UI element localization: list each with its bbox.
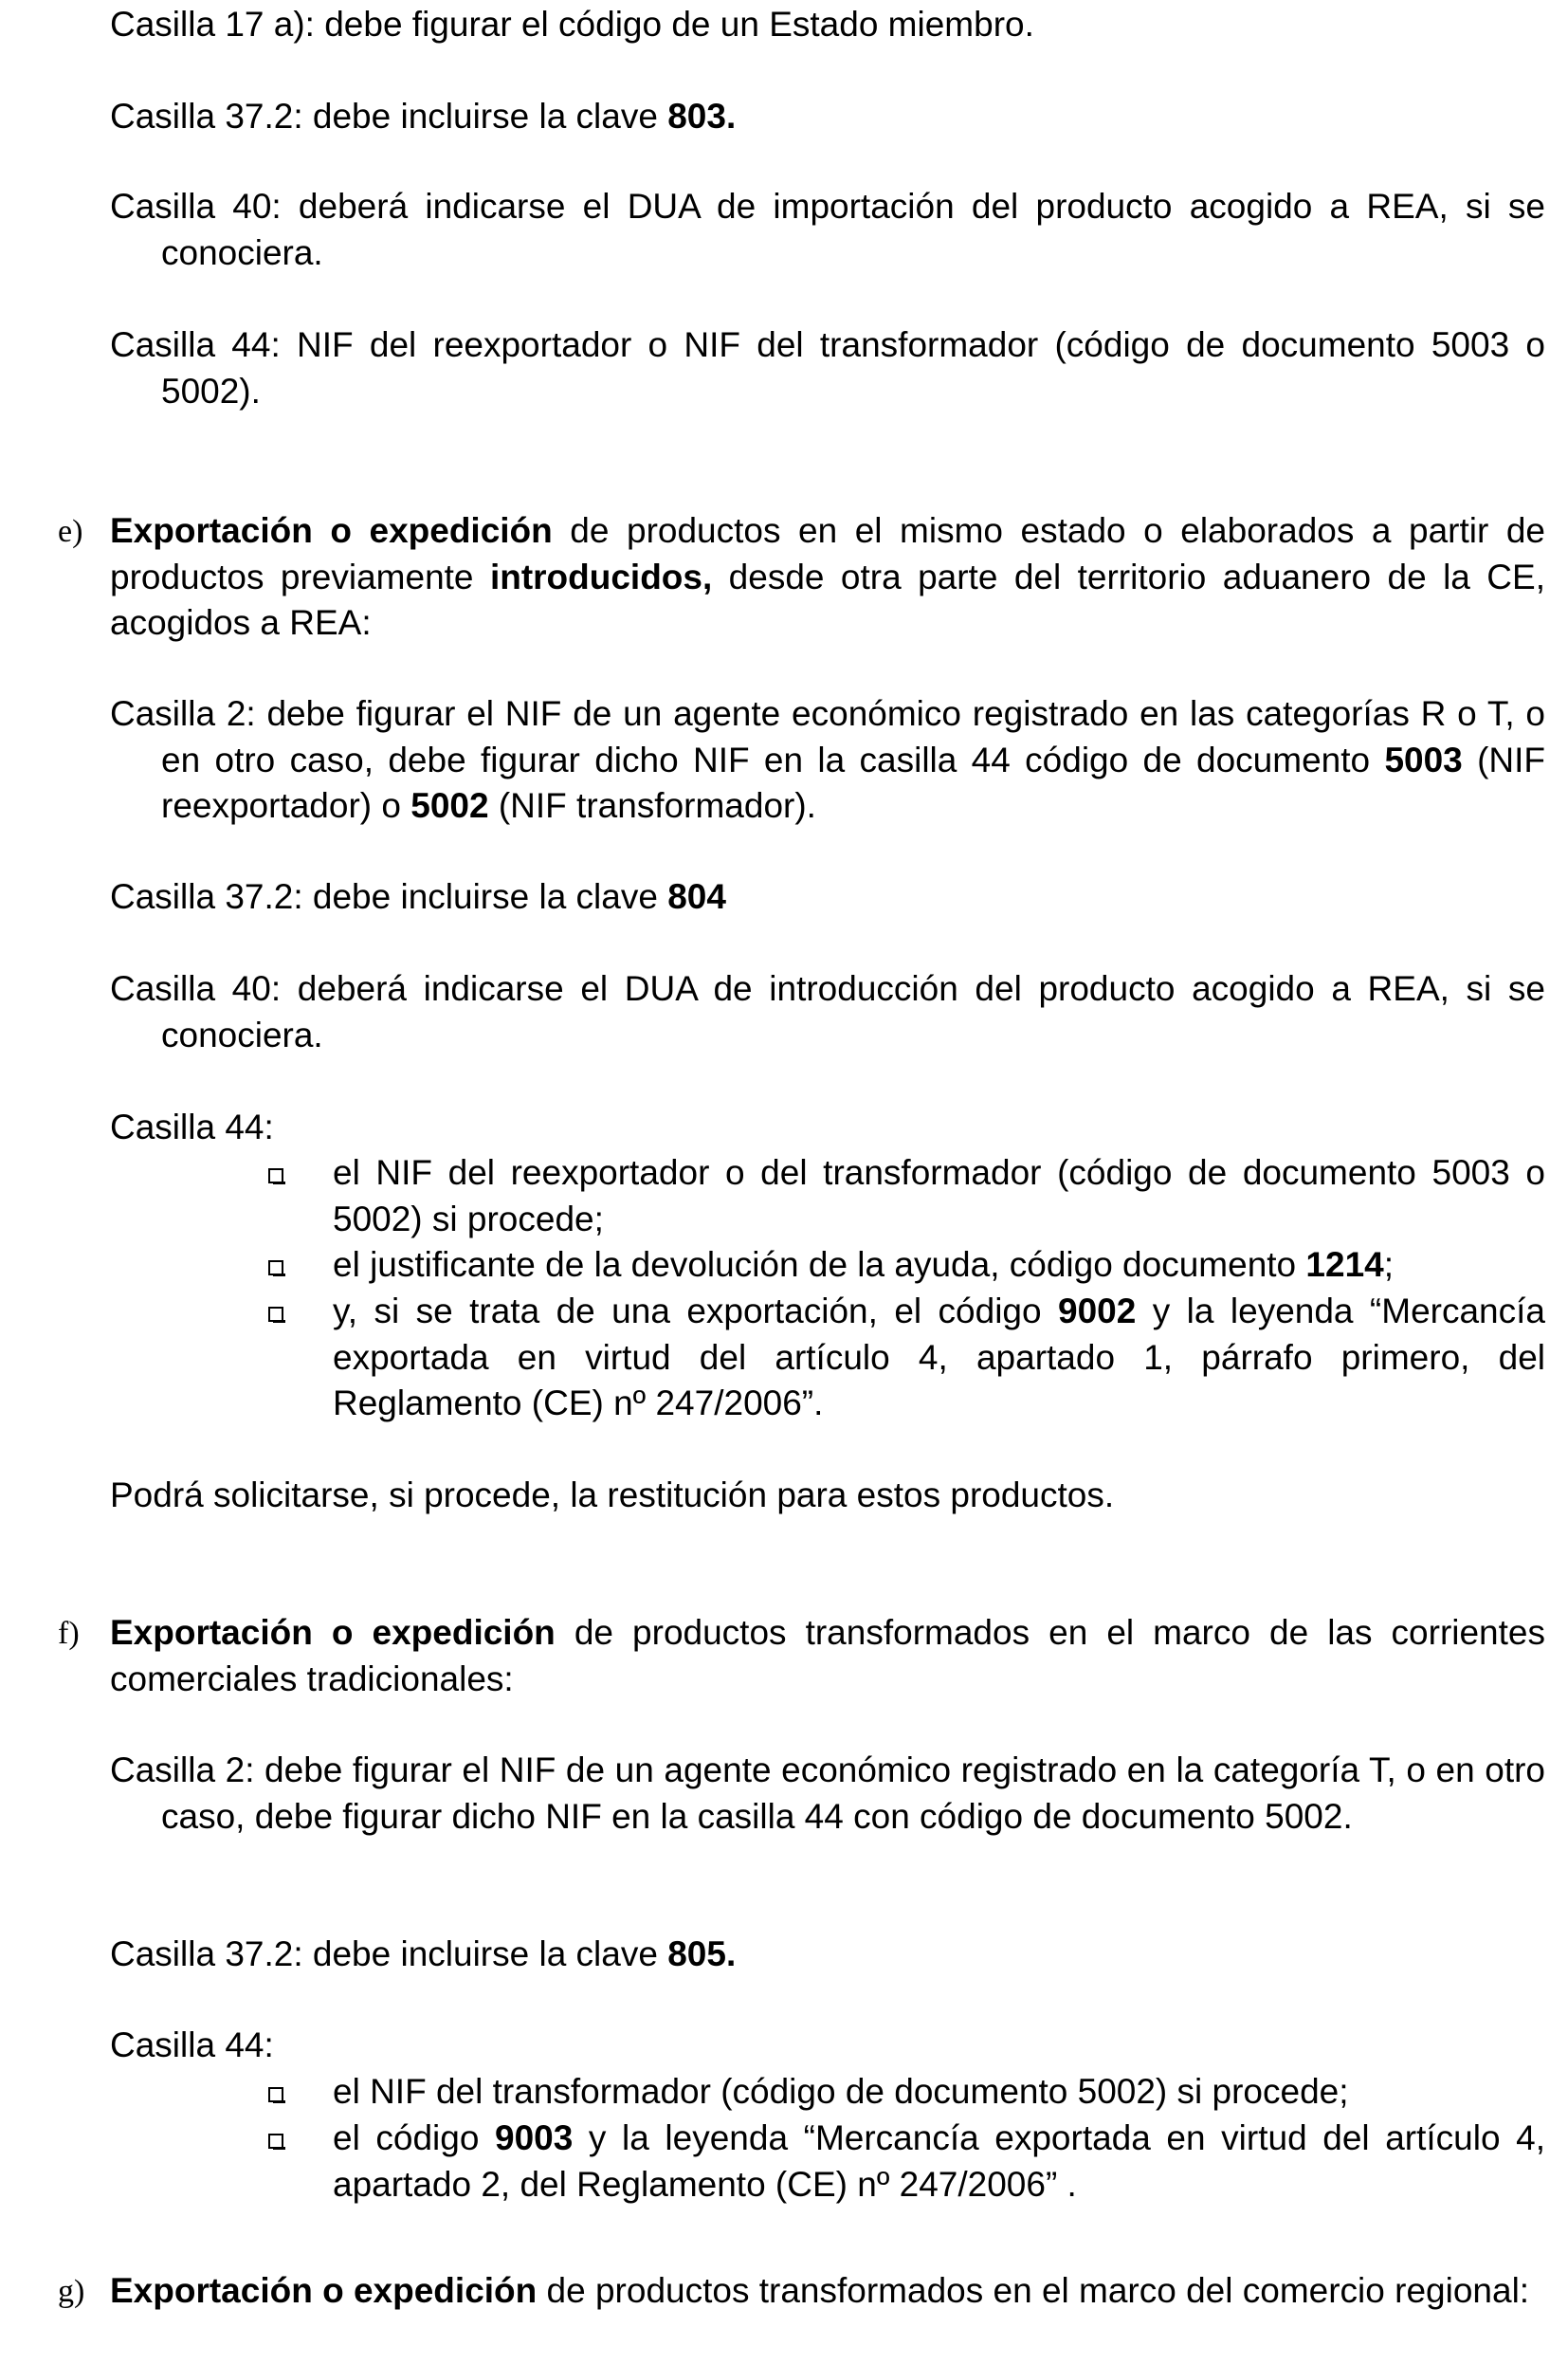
section-f-bullet-2: el código 9003 y la leyenda “Mercancía exportada en virtud del artículo 4, apartado 2, del Reglamento (CE) nº 247/2006” . [333, 2118, 1546, 2204]
clave-code: 803. [667, 97, 737, 136]
section-e-heading: Exportación o expedición de productos en el mismo estado o elaborados a partir de productos previamente introducidos, desde otra parte del territorio aduanero de la CE, acogidos a REA: [110, 511, 1545, 642]
section-e-bullet-1: el NIF del reexportador o del transformador (código de documento 5003 o 5002) si procede; [333, 1153, 1545, 1238]
section-e-bullet-3: y, si se trata de una exportación, el código 9002 y la leyenda “Mercancía exportada en virtud del artículo 4, apartado 1, párrafo primero, del Reglamento (CE) nº 247/2006”. [333, 1292, 1545, 1422]
checkbox-bullet-icon [268, 1260, 283, 1275]
casilla-40-import: Casilla 40: deberá indicarse el DUA de importación del producto acogido a REA, si se conociera. [110, 187, 1545, 272]
section-e-casilla-44-label: Casilla 44: [110, 1108, 274, 1146]
section-g-heading: Exportación o expedición de productos transformados en el marco del comercio regional: [110, 2271, 1530, 2310]
section-e-bullet-2: el justificante de la devolución de la ayuda, código documento 1214; [333, 1245, 1395, 1284]
section-e-casilla-37-2: Casilla 37.2: debe incluirse la clave 804 [110, 877, 726, 916]
section-f-casilla-37-2: Casilla 37.2: debe incluirse la clave 805. [110, 1934, 737, 1973]
section-f-casilla-2: Casilla 2: debe figurar el NIF de un agente económico registrado en la categoría T, o en otro caso, debe figurar dicho NIF en la casilla 44 con código de documento 5002. [110, 1750, 1545, 1836]
casilla-44-nif: Casilla 44: NIF del reexportador o NIF del transformador (código de documento 5003 o 5002). [110, 325, 1545, 411]
casilla-17a: Casilla 17 a): debe figurar el código de un Estado miembro. [110, 5, 1034, 44]
section-e-casilla-40: Casilla 40: deberá indicarse el DUA de introducción del producto acogido a REA, si se conociera. [110, 969, 1545, 1054]
section-e-closing: Podrá solicitarse, si procede, la restitución para estos productos. [110, 1475, 1115, 1514]
section-e-marker: e) [58, 514, 83, 549]
checkbox-bullet-icon [268, 1307, 283, 1322]
checkbox-bullet-icon [268, 2134, 283, 2149]
checkbox-bullet-icon [268, 1168, 283, 1183]
section-e-casilla-2: Casilla 2: debe figurar el NIF de un agente económico registrado en las categorías R o T, o en otro caso, debe figurar dicho NIF en la casilla 44 código de documento 5003 (NIF reexportador) o 5002 (NIF transformador). [110, 694, 1546, 825]
casilla-37-2-803: Casilla 37.2: debe incluirse la clave 803. [110, 97, 737, 136]
section-f-heading: Exportación o expedición de productos transformados en el marco de las corrientes comerciales tradicionales: [110, 1613, 1545, 1698]
section-f-casilla-44-label: Casilla 44: [110, 2025, 274, 2064]
section-g-marker: g) [58, 2274, 85, 2309]
checkbox-bullet-icon [268, 2087, 283, 2102]
section-f-marker: f) [58, 1616, 80, 1651]
section-f-bullet-1: el NIF del transformador (código de documento 5002) si procede; [333, 2072, 1349, 2111]
